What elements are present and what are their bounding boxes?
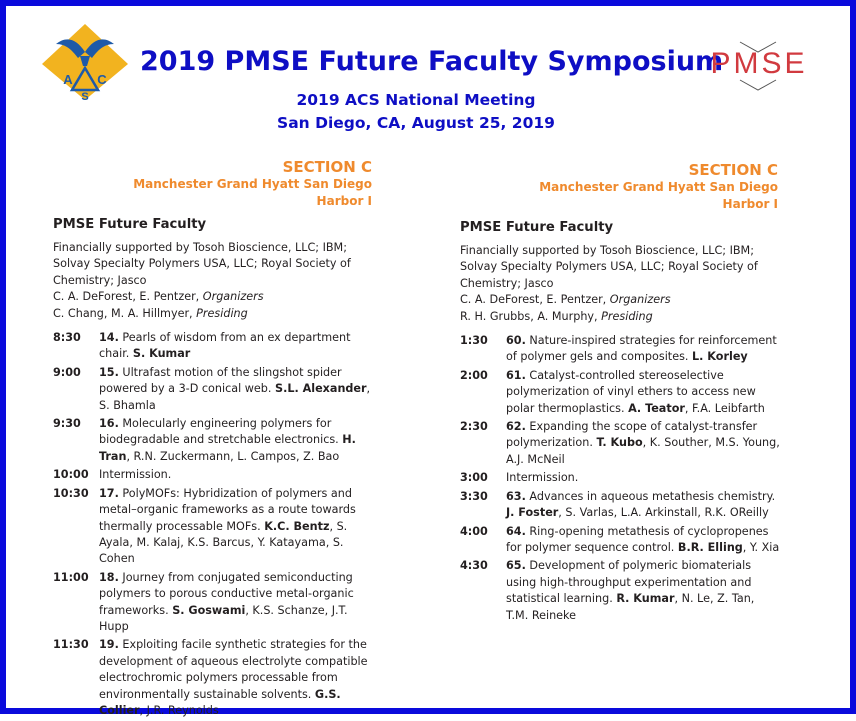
venue: Manchester Grand Hyatt San Diego [539,180,778,194]
session-title: PMSE Future Faculty [53,217,207,232]
talk-row [53,365,373,414]
talk-title: Ultrafast motion of the slingshot spider powered by a 3-D conical web. [99,365,342,396]
session-column-right [460,219,780,626]
talk-time: 11:00 [53,570,89,584]
talk-presenter: H. Tran [99,433,356,463]
section-label: SECTION C [688,161,778,179]
talk-row [53,467,373,483]
talk-presenter: S. Kumar [132,347,191,361]
talk-coauthors: , R.N. Zuckermann, L. Campos, Z. Bao [126,449,340,463]
acs-logo-letter: S [81,91,89,102]
talk-coauthors: , Y. Xia [742,540,780,554]
talk-time: 1:30 [460,334,488,348]
room: Harbor I [316,194,372,208]
talk-time: 4:30 [460,559,488,573]
talk-number: 63. [506,489,526,503]
page-title: 2019 PMSE Future Faculty Symposium [140,46,724,77]
talk-text [99,330,373,363]
presiding-role: Presiding [196,306,248,320]
talk-number: 65. [506,559,526,573]
acs-logo-icon [40,22,130,102]
section-header-right [539,161,778,213]
meeting-name: 2019 ACS National Meeting [296,91,536,109]
talk-title: Journey from conjugated semiconducting polymers to porous conductive metal-organic frameworks. [99,570,354,617]
talk-number: 60. [506,334,526,348]
pmse-logo-icon [700,40,818,92]
talk-time: 8:30 [53,331,81,345]
talk-number: 14. [99,331,119,345]
talk-title: Intermission. [99,468,172,482]
talk-row [53,486,373,568]
section-label: SECTION C [282,158,372,176]
talk-row [53,416,373,465]
presiding-names: R. H. Grubbs, A. Murphy, [460,309,602,323]
talk-text [506,489,780,522]
talk-coauthors: , K. Souther, M.S. Young, A.J. McNeil [506,436,780,466]
presiding [460,309,780,325]
talk-time: 3:30 [460,489,488,503]
talk-text [99,416,373,465]
session-intro [460,243,780,325]
organizer-role: Organizers [202,290,264,304]
talk-row [460,558,780,624]
talk-presenter: L. Korley [692,350,748,364]
presiding [53,306,373,322]
talk-coauthors: , S. Ayala, M. Kalaj, K.S. Barcus, Y. Katayama, S. Cohen [99,519,348,566]
acs-logo-letter: A [63,72,73,87]
talk-coauthors: , S. Varlas, L.A. Arkinstall, R.K. OReilly [558,506,769,520]
talk-time: 2:30 [460,420,488,434]
talk-row [460,524,780,557]
talk-presenter: T. Kubo [596,436,643,450]
talk-number: 17. [99,486,119,500]
meeting-location: San Diego, CA, August 25, 2019 [277,114,555,132]
session-column-left [53,216,373,721]
talk-list [460,333,780,624]
talk-number: 64. [506,524,526,538]
talk-presenter: J. Foster [506,506,559,520]
talk-title: Ring-opening metathesis of cyclopropenes for polymer sequence control. [506,524,769,554]
section-header-left [133,158,372,210]
talk-text [506,368,780,417]
talk-time: 9:00 [53,365,81,379]
venue: Manchester Grand Hyatt San Diego [133,177,372,191]
session-title: PMSE Future Faculty [460,220,614,235]
talk-coauthors: , K.S. Schanze, J.T. Hupp [99,603,348,633]
talk-presenter: B.R. Elling [677,540,743,554]
talk-title: Pearls of wisdom from an ex department chair. [99,331,351,361]
talk-presenter: A. Teator [628,401,685,415]
session-intro [53,240,373,322]
talk-row [53,570,373,636]
talk-title: Molecularly engineering polymers for biodegradable and stretchable electronics. [99,417,339,447]
talk-title: Catalyst-controlled stereoselective polymerization of vinyl ethers to access new polar thermoplastics. [506,368,756,415]
talk-text [99,486,373,568]
talk-time: 3:00 [460,471,488,485]
talk-text [99,365,373,414]
talk-time: 10:00 [53,468,89,482]
talk-row [460,368,780,417]
talk-time: 11:30 [53,638,89,652]
talk-coauthors: , N. Le, Z. Tan, T.M. Reineke [506,592,755,622]
talk-text [99,467,373,483]
talk-number: 19. [99,638,119,652]
talk-coauthors: , S. Bhamla [99,382,371,412]
talk-title: Expanding the scope of catalyst-transfer polymerization. [506,420,758,450]
talk-list [53,330,373,719]
talk-presenter: R. Kumar [616,592,675,606]
talk-text [99,637,373,719]
talk-text [506,333,780,366]
sponsor-text: Financially supported by Tosoh Bioscience, LLC; IBM; Solvay Specialty Polymers USA, LLC; Royal Society of Chemistry; Jasco [460,244,758,290]
talk-text [506,524,780,557]
talk-coauthors: , J.R. Reynolds [139,703,219,717]
talk-title: Advances in aqueous metathesis chemistry. [529,489,776,503]
talk-row [53,330,373,363]
organizer-names: C. A. DeForest, E. Pentzer, [460,293,610,307]
talk-number: 18. [99,570,119,584]
organizers [53,289,373,305]
talk-presenter: S. Goswami [172,603,246,617]
organizer-names: C. A. DeForest, E. Pentzer, [53,290,203,304]
presiding-role: Presiding [601,309,653,323]
talk-number: 16. [99,417,119,431]
talk-row [460,333,780,366]
talk-presenter: K.C. Bentz [264,519,330,533]
talk-presenter: S.L. Alexander [275,382,367,396]
presiding-names: C. Chang, M. A. Hillmyer, [53,306,197,320]
talk-text [506,470,780,486]
talk-text [506,558,780,624]
talk-time: 10:30 [53,486,89,500]
talk-row [53,637,373,719]
talk-number: 15. [99,365,119,379]
talk-text [99,570,373,636]
talk-time: 4:00 [460,524,488,538]
organizer-role: Organizers [609,293,671,307]
organizers [460,292,780,308]
talk-coauthors: , F.A. Leibfarth [684,401,765,415]
pmse-logo-text: PMSE [710,47,808,80]
talk-time: 2:00 [460,368,488,382]
talk-title: Intermission. [506,471,579,485]
talk-row [460,489,780,522]
talk-row [460,419,780,468]
acs-logo-letter: C [97,72,107,87]
room: Harbor I [722,197,778,211]
talk-title: Exploiting facile synthetic strategies for the development of aqueous electrolyte compatible electrochromic polymers processable from environmentally sustainable solvents. [99,638,368,701]
talk-title: Nature-inspired strategies for reinforcement of polymer gels and composites. [506,334,777,364]
talk-presenter: G.S. Collier [99,687,341,717]
talk-row [460,470,780,486]
talk-text [506,419,780,468]
talk-title: Development of polymeric biomaterials using high-throughput experimentation and statistical learning. [506,559,752,606]
talk-number: 61. [506,368,526,382]
sponsor-text: Financially supported by Tosoh Bioscience, LLC; IBM; Solvay Specialty Polymers USA, LLC; Royal Society of Chemistry; Jasco [53,241,351,287]
talk-title: PolyMOFs: Hybridization of polymers and metal–organic frameworks as a route towards thermally processable MOFs. [99,486,356,533]
talk-time: 9:30 [53,417,81,431]
talk-number: 62. [506,420,526,434]
